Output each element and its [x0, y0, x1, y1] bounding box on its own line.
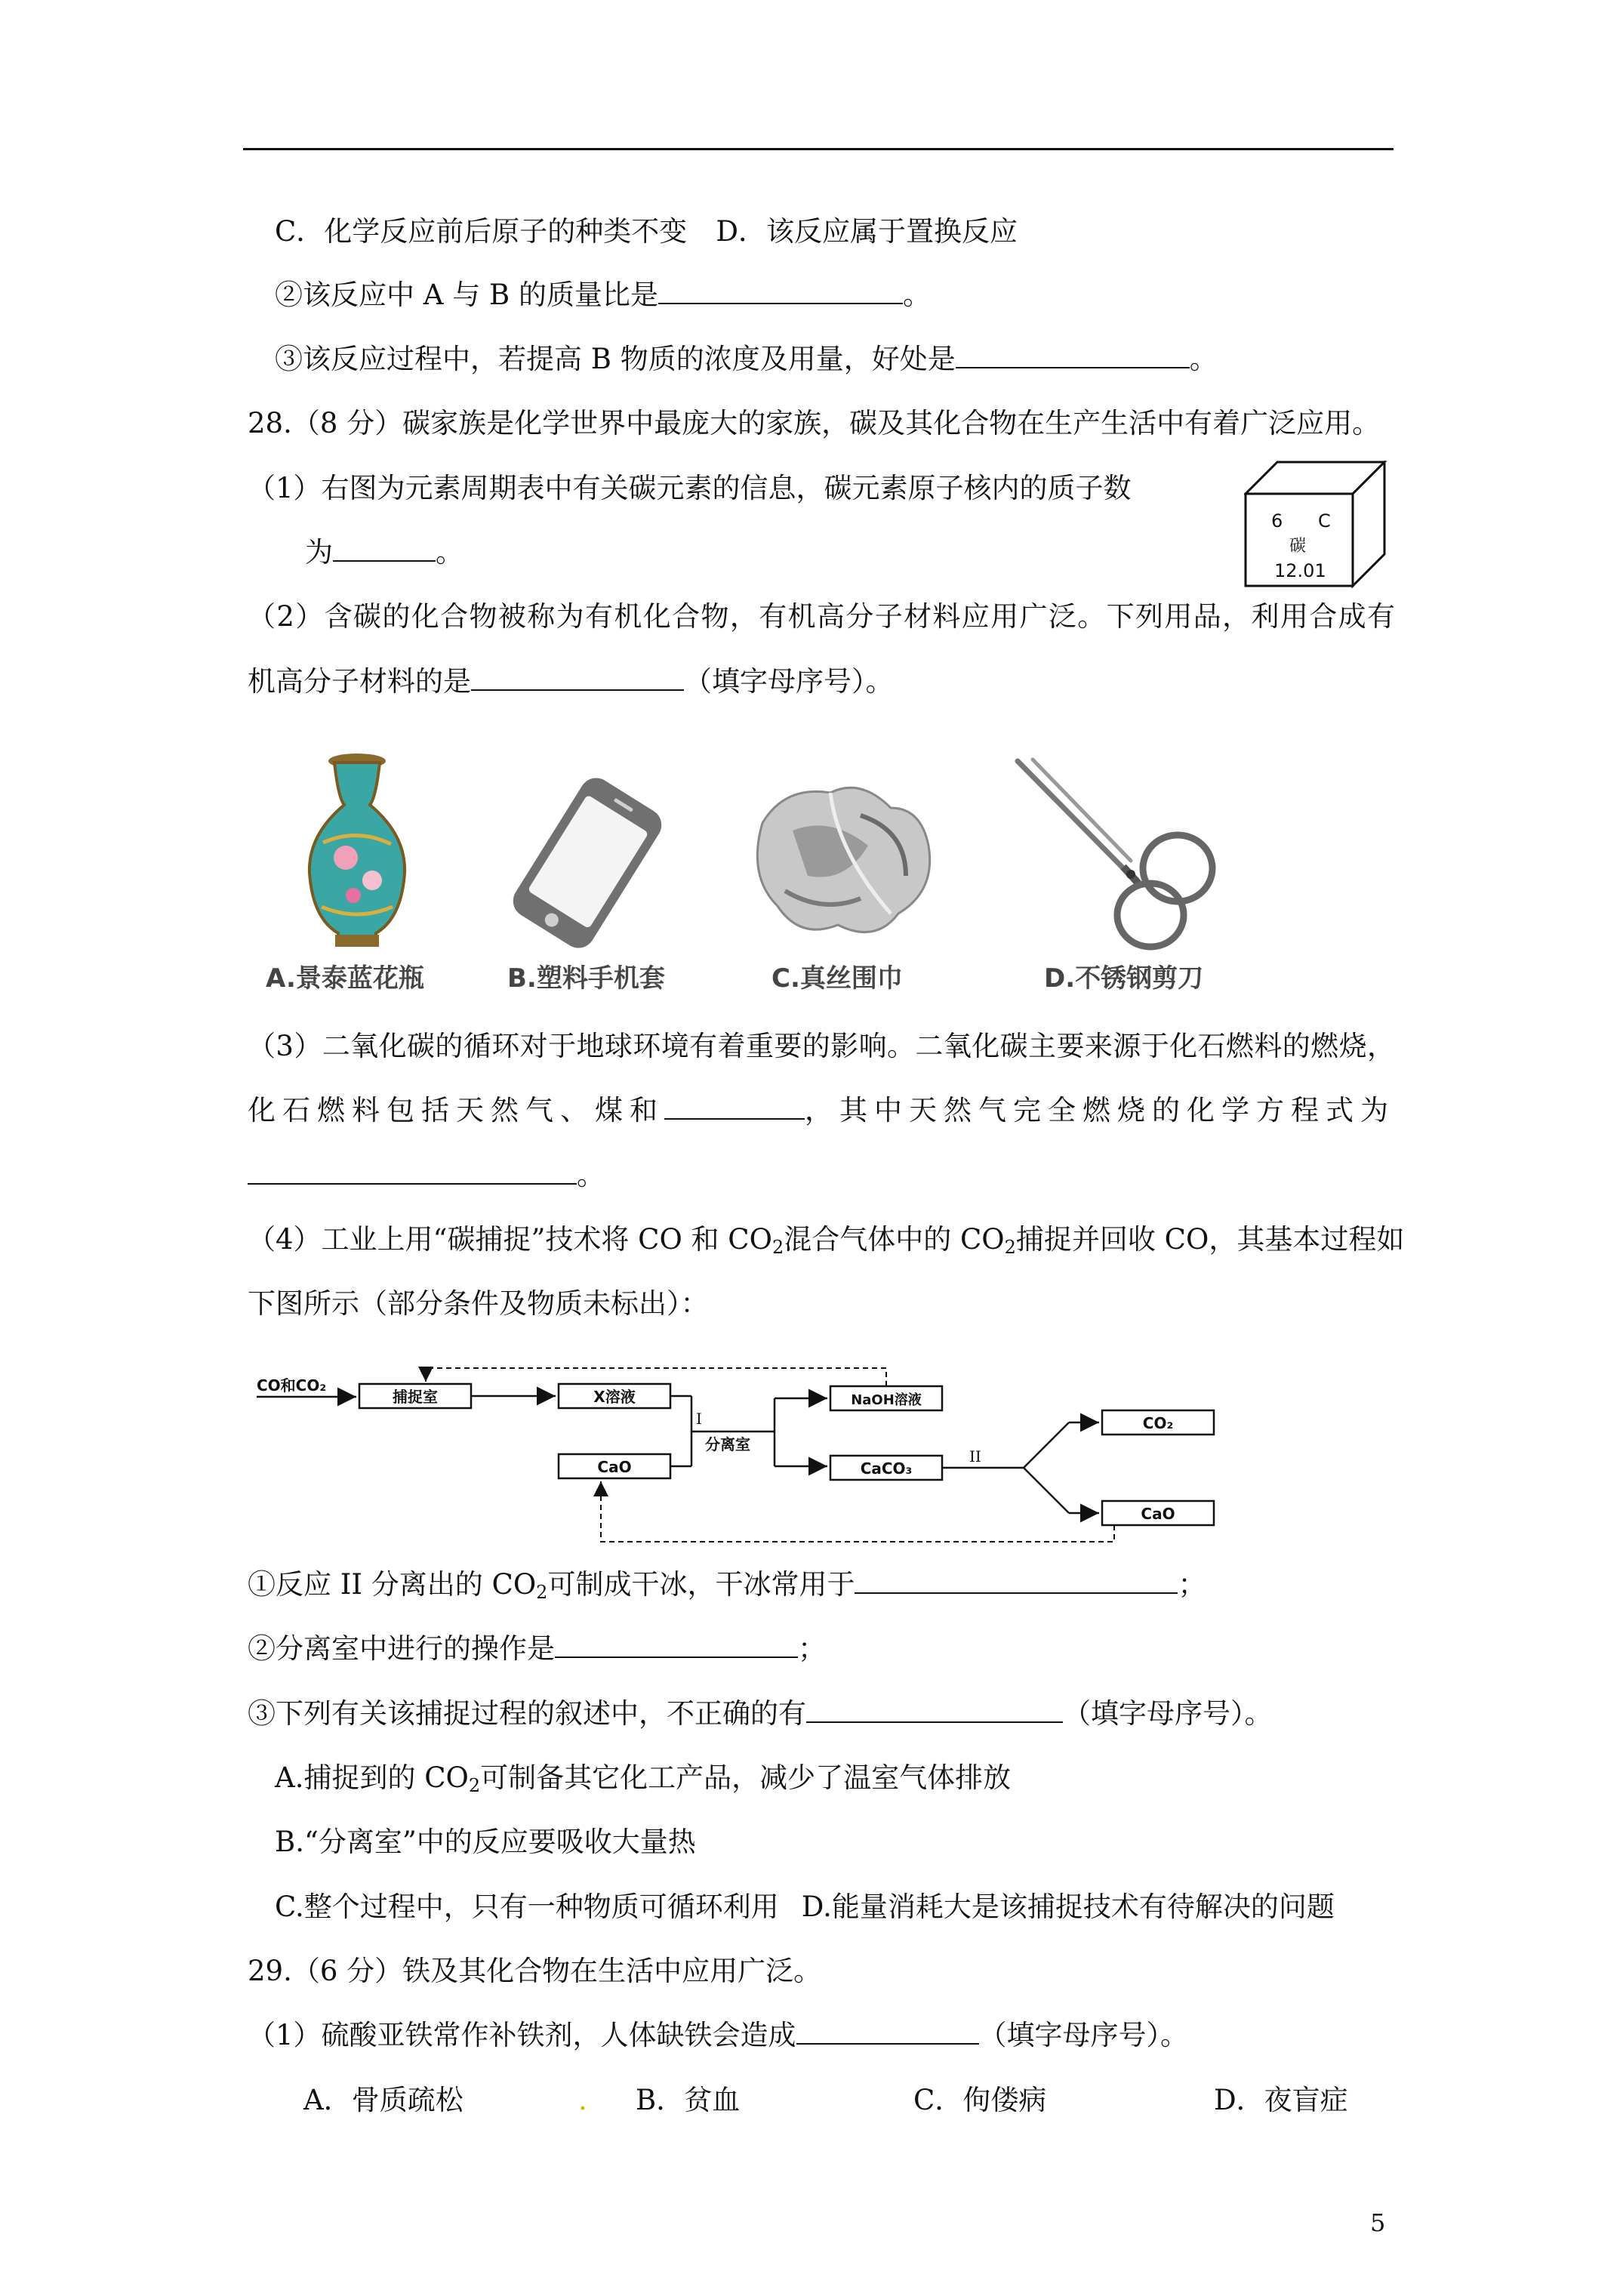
capture-chamber-label: 捕捉室 [393, 1388, 438, 1406]
caco3-label: CaCO₃ [860, 1459, 913, 1478]
q27-options-line [275, 214, 1018, 250]
q28-part3-line1: （3）二氧化碳的循环对于地球环境有着重要的影响。二氧化碳主要来源于化石燃料的燃烧， [248, 1030, 1395, 1062]
element-mass: 12.01 [1274, 560, 1326, 581]
answer-blank[interactable] [555, 1631, 798, 1658]
cao-input-label: CaO [597, 1458, 632, 1476]
answer-blank[interactable] [806, 1696, 1063, 1723]
q29-option-c: C．佝偻病 [913, 2084, 1047, 2116]
q28-sub1: ①反应 II 分离出的 $CO_2$可制成干冰，干冰常用于 ； [248, 1568, 1206, 1603]
q27-option-d: D．该反应属于置换反应 [716, 215, 1018, 248]
q28-part3-line2: 化石燃料包括天然气、煤和 ，其中天然气完全燃烧的化学方程式为 [248, 1094, 1395, 1126]
cao-output-label: CaO [1141, 1505, 1175, 1523]
q28-part4-line1: （4）工业上用“碳捕捉”技术将 CO 和 $CO_2$混合气体中的 $CO_2$捕捉并回收 CO，其基本过程如 [248, 1223, 1405, 1258]
answer-blank[interactable] [248, 1157, 577, 1185]
item-b-caption: B.塑料手机套 [507, 963, 665, 994]
q28-part2-line1: （2）含碳的化合物被称为有机化合物，有机高分子材料应用广泛。下列用品，利用合成有 [248, 600, 1395, 633]
phone-case-icon [512, 776, 663, 950]
q28-header: 28.（8 分）碳家族是化学世界中最庞大的家族，碳及其化合物在生产生活中有着广泛应用。 [248, 407, 1381, 439]
q27-sub3: ③该反应过程中，若提高 B 物质的浓度及用量，好处是 。 [275, 343, 1218, 375]
answer-blank[interactable] [855, 1567, 1178, 1594]
q28-part1-line1: （1）右图为元素周期表中有关碳元素的信息，碳元素原子核内的质子数 [248, 472, 1132, 504]
scissors-icon [1010, 755, 1229, 953]
x-solution-label: X溶液 [593, 1388, 636, 1406]
stage-ii-label: II [969, 1447, 981, 1465]
answer-blank[interactable] [796, 2017, 979, 2045]
stray-dot: . [578, 2084, 587, 2116]
q29-header: 29.（6 分）铁及其化合物在生活中应用广泛。 [248, 1955, 822, 1987]
page-number: 5 [1370, 2208, 1386, 2237]
q27-option-c: C．化学反应前后原子的种类不变 [275, 215, 688, 248]
carbon-capture-flow-diagram [254, 1338, 1235, 1549]
answer-blank[interactable] [658, 277, 903, 304]
q28-sub3: ③下列有关该捕捉过程的叙述中，不正确的有 （填字母序号）。 [248, 1697, 1273, 1730]
naoh-solution-label: NaOH溶液 [851, 1392, 922, 1408]
carbon-element-card [1244, 461, 1387, 589]
q29-part1: （1）硫酸亚铁常作补铁剂，人体缺铁会造成 （填字母序号）。 [248, 2019, 1189, 2051]
q28-option-a: A.捕捉到的 $CO_2$可制备其它化工产品，减少了温室气体排放 [275, 1761, 1012, 1796]
flow-input-label: CO和CO₂ [257, 1376, 327, 1395]
item-c-caption: C.真丝围巾 [771, 963, 903, 994]
co2-output-label: CO₂ [1142, 1414, 1174, 1432]
element-name: 碳 [1289, 537, 1307, 556]
header-rule [243, 148, 1394, 150]
q29-option-a: A．骨质疏松 [303, 2084, 463, 2116]
q28-option-b: B.“分离室”中的反应要吸收大量热 [275, 1826, 696, 1858]
q28-part3-line3: 。 [248, 1157, 605, 1194]
answer-blank[interactable] [471, 664, 684, 691]
q28-sub2: ②分离室中进行的操作是 ； [248, 1632, 826, 1665]
separator-label: 分离室 [705, 1435, 750, 1453]
answer-blank[interactable] [664, 1093, 805, 1120]
stage-i-label: I [696, 1410, 702, 1428]
silk-scarf-icon [740, 763, 951, 951]
element-number: 6 [1271, 510, 1283, 532]
q29-option-d: D．夜盲症 [1214, 2084, 1348, 2116]
item-a-caption: A.景泰蓝花瓶 [266, 963, 424, 994]
q28-part2-line2: 机高分子材料的是 （填字母序号）。 [248, 665, 894, 698]
element-symbol: C [1318, 510, 1331, 532]
q29-option-b: B．贫血 [636, 2084, 741, 2116]
answer-blank[interactable] [956, 341, 1190, 368]
item-d-caption: D.不锈钢剪刀 [1044, 963, 1204, 994]
q28-part1-line2: 为 。 [305, 536, 463, 569]
q28-part4-line2: 下图所示（部分条件及物质未标出）： [248, 1287, 709, 1320]
q27-sub2: ②该反应中 A 与 B 的质量比是 。 [275, 279, 931, 311]
q28-options-cd: C.整个过程中，只有一种物质可循环利用 D.能量消耗大是该捕捉技术有待解决的问题 [275, 1891, 1335, 1923]
vase-icon [300, 752, 414, 950]
answer-blank[interactable] [333, 535, 436, 562]
